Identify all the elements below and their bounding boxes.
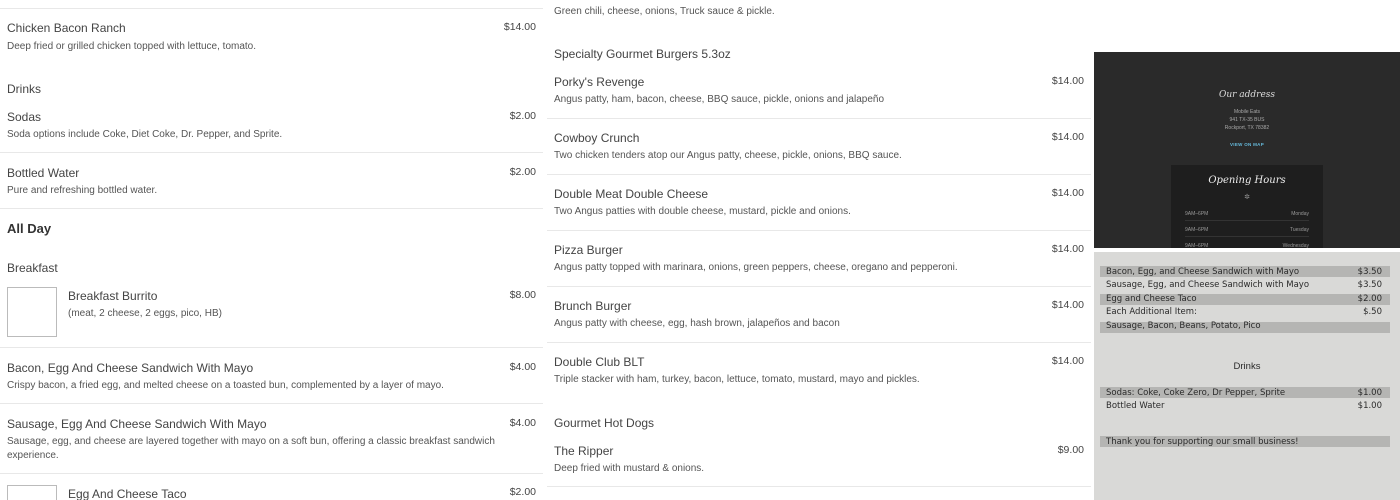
printed-name: Sodas: Coke, Coke Zero, Dr Pepper, Sprite (1106, 388, 1286, 398)
printed-thanks-text: Thank you for supporting our small business! (1106, 437, 1299, 447)
divider (547, 286, 1091, 287)
item-description: Angus patty with cheese, egg, hash brown, jalapeños and bacon (554, 318, 840, 329)
item-name: Bacon, Egg And Cheese Sandwich With Mayo (7, 361, 254, 375)
divider (547, 342, 1091, 343)
address-hours-image[interactable] (1094, 52, 1400, 248)
item-description: Sausage, egg, and cheese are layered together with mayo on a soft bun, offering a classic breakfast sandwich (7, 436, 495, 447)
right-image-column (1094, 0, 1400, 500)
item-description: Green chili, cheese, onions, Truck sauce & pickle. (554, 6, 775, 17)
section-heading-all-day: All Day (7, 221, 52, 236)
printed-price: $2.00 (1357, 294, 1382, 304)
section-heading-burgers: Specialty Gourmet Burgers 5.3oz (554, 47, 731, 61)
item-description: Angus patty topped with marinara, onions, green peppers, cheese, oregano and pepperoni. (554, 262, 958, 273)
item-name: Sausage, Egg And Cheese Sandwich With Mayo (7, 417, 267, 431)
item-price: $2.00 (509, 110, 536, 122)
divider (547, 118, 1091, 119)
section-heading-breakfast: Breakfast (7, 261, 58, 275)
item-name: Chicken Bacon Ranch (7, 21, 126, 35)
printed-name: Sausage, Bacon, Beans, Potato, Pico (1106, 321, 1261, 331)
item-price: $9.00 (1057, 444, 1084, 456)
item-price: $2.00 (509, 486, 536, 498)
item-name: Sodas (7, 110, 42, 124)
item-price: $14.00 (1051, 187, 1084, 199)
divider (0, 208, 543, 209)
item-name: Egg And Cheese Taco (68, 487, 187, 500)
item-price: $2.00 (509, 166, 536, 178)
item-description: Triple stacker with ham, turkey, bacon, lettuce, tomato, mustard, mayo and pickles. (554, 374, 920, 385)
item-description-continued: experience. (7, 450, 59, 461)
printed-price: $.50 (1363, 307, 1382, 317)
printed-name: Bottled Water (1106, 401, 1165, 411)
address-line: Mobile Eats (1233, 109, 1261, 115)
item-name: Brunch Burger (554, 299, 632, 313)
item-description: Soda options include Coke, Diet Coke, Dr. Pepper, and Sprite. (7, 129, 283, 140)
item-description: (meat, 2 cheese, 2 eggs, pico, HB) (68, 308, 222, 319)
item-thumbnail (7, 287, 57, 337)
item-description: Pure and refreshing bottled water. (7, 185, 158, 196)
address-line: 941 TX-35 BUS (1229, 117, 1265, 123)
printed-name: Each Additional Item: (1106, 307, 1197, 317)
divider (547, 486, 1091, 487)
item-description: Deep fried with mustard & onions. (554, 463, 705, 474)
hours-day: Tuesday (1290, 227, 1309, 233)
printed-menu-photo[interactable] (1094, 252, 1400, 500)
opening-hours-box (1171, 165, 1323, 248)
printed-price: $1.00 (1357, 401, 1382, 411)
item-name: Double Meat Double Cheese (554, 187, 709, 201)
item-description: Two Angus patties with double cheese, mustard, pickle and onions. (554, 206, 851, 217)
printed-name: Egg and Cheese Taco (1106, 294, 1197, 304)
item-name: Breakfast Burrito (68, 289, 158, 303)
address-title: Our address (1218, 90, 1276, 100)
item-price: $14.00 (1051, 131, 1084, 143)
divider (0, 8, 543, 9)
printed-price: $3.50 (1357, 267, 1382, 277)
item-description: Crispy bacon, a fried egg, and melted cheese on a toasted bun, complemented by a layer of mayo. (7, 380, 444, 391)
section-heading-hot-dogs: Gourmet Hot Dogs (554, 416, 655, 430)
hours-row (1185, 243, 1309, 248)
item-price: $14.00 (1051, 243, 1084, 255)
address-line: Rockport, TX 78382 (1224, 125, 1270, 131)
left-menu-column (0, 0, 543, 500)
printed-name: Bacon, Egg, and Cheese Sandwich with Mayo (1106, 267, 1300, 277)
divider (0, 152, 543, 153)
printed-drinks-heading: Drinks (1233, 361, 1261, 372)
item-price: $14.00 (1051, 75, 1084, 87)
hours-row (1185, 211, 1309, 221)
view-on-map-link: VIEW ON MAP (1229, 142, 1265, 147)
hours-row (1185, 227, 1309, 237)
item-name: Porky's Revenge (554, 75, 645, 89)
item-thumbnail (7, 485, 57, 500)
item-price: $14.00 (1051, 299, 1084, 311)
printed-price: $3.50 (1357, 280, 1382, 290)
item-price: $8.00 (509, 289, 536, 301)
divider (547, 230, 1091, 231)
item-name: Pizza Burger (554, 243, 623, 257)
item-name: Cowboy Crunch (554, 131, 640, 145)
divider (0, 403, 543, 404)
sun-icon: ✲ (1244, 194, 1250, 201)
middle-menu-column (547, 0, 1091, 500)
divider (0, 473, 543, 474)
item-price: $14.00 (503, 21, 536, 33)
item-price: $14.00 (1051, 355, 1084, 367)
menu-item-breakfast-burrito[interactable] (7, 287, 536, 337)
item-price: $4.00 (509, 361, 536, 373)
item-price: $4.00 (509, 417, 536, 429)
item-description: Deep fried or grilled chicken topped with lettuce, tomato. (7, 41, 257, 52)
hours-title: Opening Hours (1208, 175, 1286, 186)
hours-day: Wednesday (1282, 243, 1309, 248)
divider (0, 347, 543, 348)
item-name: The Ripper (554, 444, 614, 458)
item-name: Double Club BLT (554, 355, 645, 369)
item-name: Bottled Water (7, 166, 80, 180)
section-heading-drinks: Drinks (7, 82, 42, 96)
menu-item-egg-cheese-taco[interactable] (7, 485, 536, 500)
item-description: Angus patty, ham, bacon, cheese, BBQ sauce, pickle, onions and jalapeño (554, 94, 885, 105)
divider (547, 174, 1091, 175)
hours-day: Monday (1291, 211, 1309, 217)
hours-time: 9AM–6PM (1185, 227, 1209, 233)
printed-name: Sausage, Egg, and Cheese Sandwich with Mayo (1106, 280, 1310, 290)
hours-time: 9AM–6PM (1185, 211, 1209, 217)
hours-time: 9AM–6PM (1185, 243, 1209, 248)
printed-price: $1.00 (1357, 388, 1382, 398)
item-description: Two chicken tenders atop our Angus patty, cheese, pickle, onions, BBQ sauce. (554, 150, 902, 161)
